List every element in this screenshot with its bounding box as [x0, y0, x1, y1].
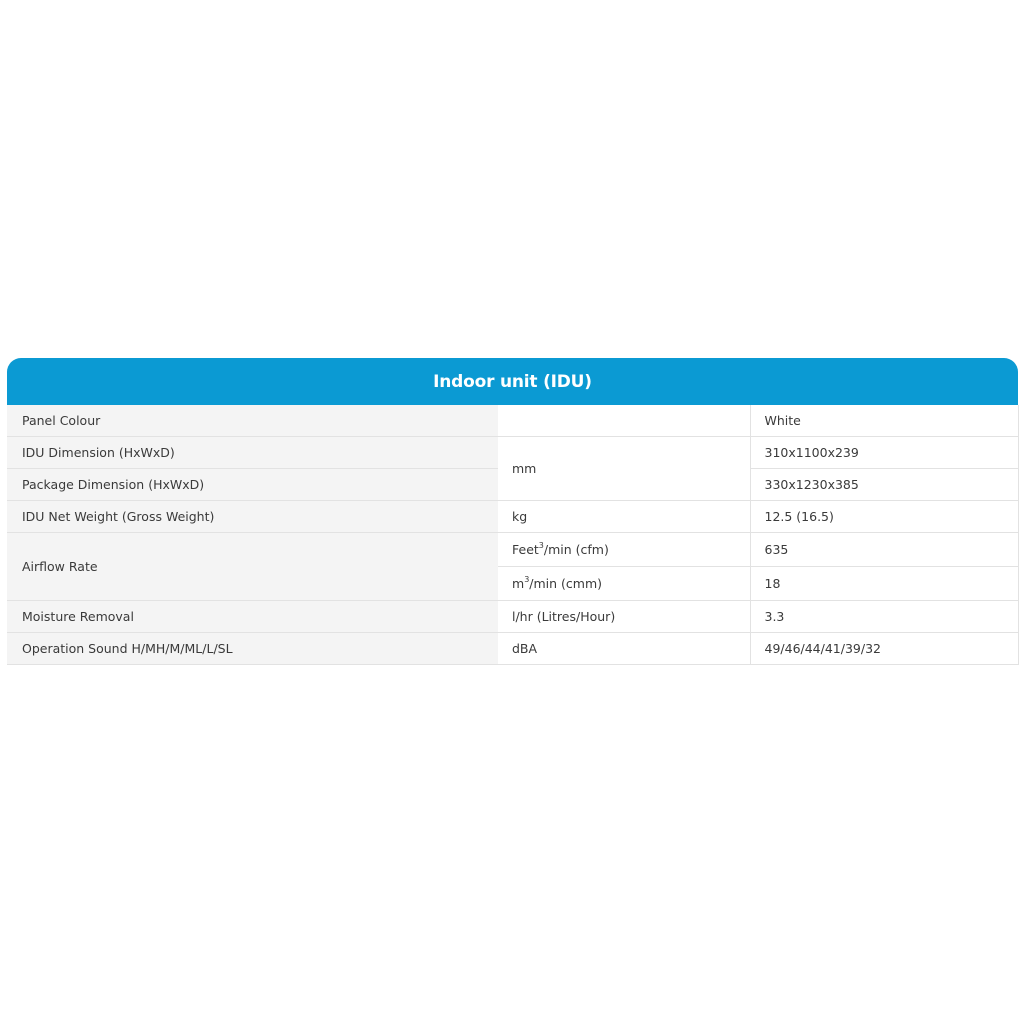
row-label: IDU Dimension (HxWxD): [7, 437, 498, 469]
row-unit: l/hr (Litres/Hour): [498, 601, 750, 633]
unit-superscript: 3: [524, 575, 530, 584]
row-label: Operation Sound H/MH/M/ML/L/SL: [7, 633, 498, 665]
unit-suffix: /min (cfm): [543, 542, 609, 557]
row-label: Panel Colour: [7, 405, 498, 437]
table-row-airflow-cfm: [7, 533, 1018, 567]
row-value: 49/46/44/41/39/32: [750, 633, 1018, 665]
row-unit: kg: [498, 501, 750, 533]
row-value: 635: [750, 533, 1018, 567]
row-label: IDU Net Weight (Gross Weight): [7, 501, 498, 533]
table-row-operation-sound: [7, 633, 1018, 665]
row-unit: mm: [498, 437, 750, 501]
unit-prefix: Feet: [512, 542, 539, 557]
row-value: 310x1100x239: [750, 437, 1018, 469]
spec-card: [7, 358, 1018, 665]
row-value: 12.5 (16.5): [750, 501, 1018, 533]
table-row-idu-dimension: [7, 437, 1018, 469]
table-title: Indoor unit (IDU): [7, 358, 1018, 405]
table-row-panel-colour: [7, 405, 1018, 437]
unit-superscript: 3: [538, 541, 544, 550]
unit-prefix: m: [512, 576, 525, 591]
row-unit: dBA: [498, 633, 750, 665]
row-label: Package Dimension (HxWxD): [7, 469, 498, 501]
row-value: 18: [750, 567, 1018, 601]
table-row-moisture-removal: [7, 601, 1018, 633]
row-unit: [498, 405, 750, 437]
table-row-net-weight: [7, 501, 1018, 533]
row-value: White: [750, 405, 1018, 437]
row-unit-cfm: [498, 533, 750, 567]
row-value: 3.3: [750, 601, 1018, 633]
unit-suffix: /min (cmm): [529, 576, 603, 591]
row-label: Airflow Rate: [7, 533, 498, 601]
row-label: Moisture Removal: [7, 601, 498, 633]
spec-table: [7, 405, 1019, 665]
row-value: 330x1230x385: [750, 469, 1018, 501]
row-unit-cmm: [498, 567, 750, 601]
